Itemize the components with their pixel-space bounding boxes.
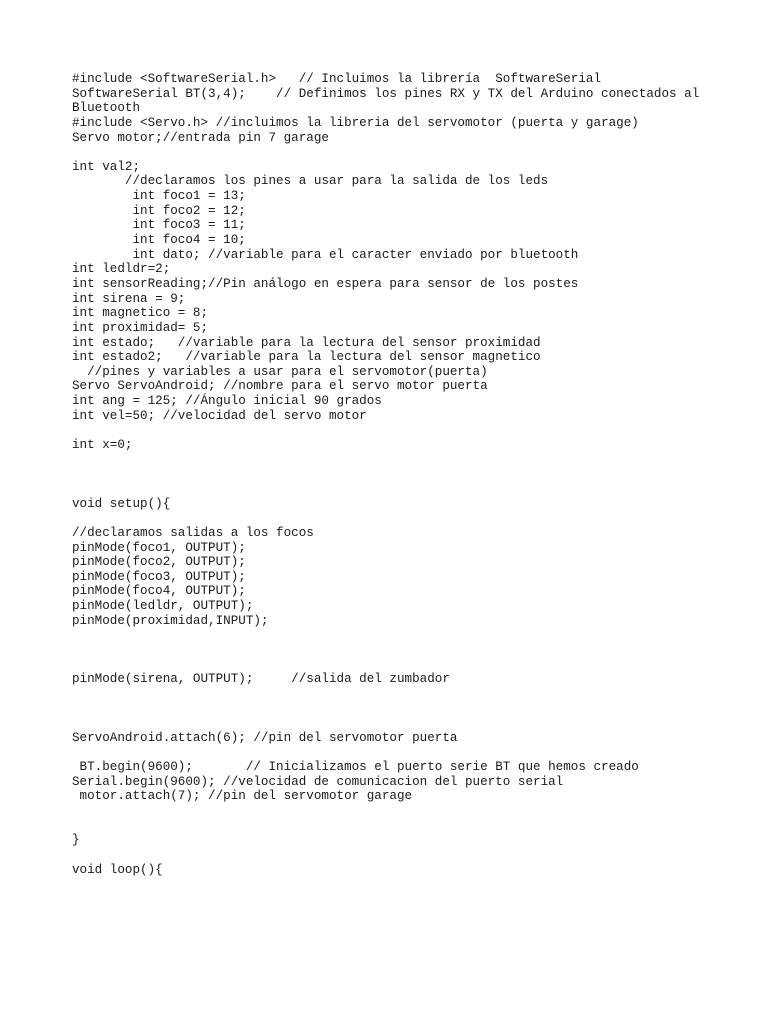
code-line: int sensorReading;//Pin análogo en espera para sensor de los postes [72, 276, 579, 291]
code-line: int magnetico = 8; [72, 306, 209, 321]
code-line: #include <Servo.h> //incluimos la libreria del servomotor (puerta y garage) [72, 115, 639, 130]
code-line: void setup(){ [72, 496, 171, 511]
code-line: pinMode(proximidad,INPUT); [72, 613, 269, 628]
code-line [72, 423, 732, 438]
code-line: int foco4 = 10; [72, 233, 246, 248]
code-line: //pines y variables a usar para el servomotor(puerta) [72, 364, 488, 379]
code-line [72, 819, 732, 834]
code-line [72, 145, 732, 160]
code-line: ServoAndroid.attach(6); //pin del servomotor puerta [72, 730, 458, 745]
code-line: Serial.begin(9600); //velocidad de comunicacion del puerto serial [72, 774, 564, 789]
code-line: int ledldr=2; [72, 262, 171, 277]
code-line [72, 702, 732, 717]
code-line: pinMode(foco3, OUTPUT); [72, 569, 246, 584]
code-line: #include <SoftwareSerial.h> // Incluimos la librería SoftwareSerial [72, 72, 602, 86]
code-line: int foco1 = 13; [72, 189, 246, 204]
code-line [72, 745, 732, 760]
code-block [72, 72, 732, 877]
code-line: //declaramos los pines a usar para la salida de los leds [72, 174, 549, 189]
code-line: int foco3 = 11; [72, 218, 246, 233]
code-line [72, 716, 732, 731]
code-line: pinMode(sirena, OUTPUT); //salida del zumbador [72, 672, 450, 687]
code-line: pinMode(foco1, OUTPUT); [72, 540, 246, 555]
code-line: SoftwareSerial BT(3,4); // Definimos los pines RX y TX del Arduino conectados al [72, 86, 700, 101]
code-line: pinMode(foco2, OUTPUT); [72, 555, 246, 570]
code-line: int foco2 = 12; [72, 203, 246, 218]
code-line [72, 848, 732, 863]
code-line [72, 658, 732, 673]
code-line: pinMode(foco4, OUTPUT); [72, 584, 246, 599]
code-line [72, 643, 732, 658]
code-line: int val2; [72, 159, 141, 174]
code-line: int dato; //variable para el caracter enviado por bluetooth [72, 247, 579, 262]
code-line: int proximidad= 5; [72, 320, 209, 335]
code-line: void loop(){ [72, 862, 163, 877]
code-line: pinMode(ledldr, OUTPUT); [72, 599, 254, 614]
code-line: int ang = 125; //Ángulo inicial 90 grados [72, 394, 382, 409]
code-line [72, 687, 732, 702]
code-line: motor.attach(7); //pin del servomotor garage [72, 789, 413, 804]
code-line [72, 511, 732, 526]
code-line [72, 453, 732, 468]
code-line [72, 482, 732, 497]
code-line: int estado; //variable para la lectura del sensor proximidad [72, 335, 541, 350]
code-line: int sirena = 9; [72, 291, 186, 306]
code-line [72, 467, 732, 482]
code-line [72, 628, 732, 643]
code-line: int estado2; //variable para la lectura del sensor magnetico [72, 350, 541, 365]
code-line: Bluetooth [72, 101, 141, 116]
code-line: //declaramos salidas a los focos [72, 525, 314, 540]
code-line: int vel=50; //velocidad del servo motor [72, 408, 367, 423]
code-line: Servo motor;//entrada pin 7 garage [72, 130, 329, 145]
code-line [72, 804, 732, 819]
code-line: int x=0; [72, 438, 133, 453]
code-line: BT.begin(9600); // Inicializamos el puerto serie BT que hemos creado [72, 760, 639, 775]
code-line: } [72, 833, 80, 848]
code-line: Servo ServoAndroid; //nombre para el servo motor puerta [72, 379, 488, 394]
